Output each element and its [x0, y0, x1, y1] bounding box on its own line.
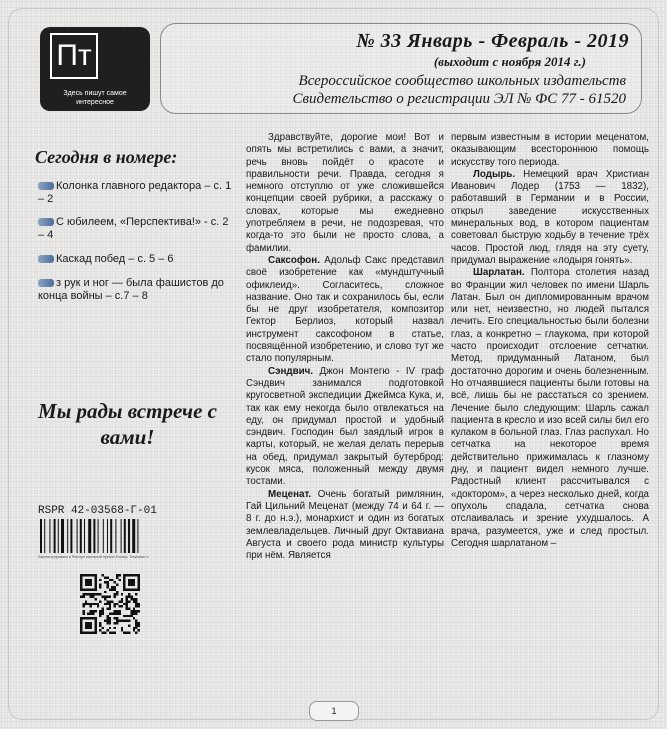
article-paragraph: Саксофон. Адольф Сакс представил своё изобретение как «мундштучный офиклеид». Согласитесь, сложное название. Оно так и сохранилось бы, если бы не друг изобретателя, композитор Гектор Берлиоз, который назвал инструмент саксофоном в статье, посвящённой изобретению, и слово тут же стало популярным. [246, 254, 444, 365]
newspaper-logo [40, 27, 150, 111]
registration-line: Свидетельство о регистрации ЭЛ № ФС 77 - 61520 [292, 91, 626, 107]
toc-item-label: Колонка главного редактора – с. 1 – 2 [38, 180, 232, 205]
barcode-label: RSPR 42-03568-Г-01 [38, 505, 157, 517]
logo-tagline: Здесь пишут самое интересное [63, 90, 127, 106]
toc-title: Сегодня в номере: [35, 147, 178, 167]
pencil-icon [38, 279, 54, 287]
article-paragraph: Здравствуйте, дорогие мои! Вот и опять мы встретились с вами, а значит, речь вновь пойдёт о красоте и правильности речи. Правда, сегодня я немного отступлю от уже сложившейся концепции своей рубрики, а расскажу о словах, которые мы ежедневно употребляем в речи, не подозревая, что когда-то это были не просто слова, а фамилии. [246, 132, 444, 254]
article-column-left [246, 132, 444, 562]
issue-title: № 33 Январь - Февраль - 2019 [356, 30, 629, 52]
society-line: Всероссийское сообщество школьных издательств [298, 73, 626, 89]
toc-item-label: С юбилеем, «Перспектива!» - с. 2 – 4 [38, 216, 229, 241]
article-paragraph: Лодырь. Немецкий врач Христиан Иванович Лодер (1753 — 1832), работавший в Германии и в России, открыл заведение искусственных минеральных вод, в котором пациентам советовал быструю ходьбу в течение трёх часов. Простой люд, глядя на эту суету, придумал выражение «лодыря гонять». [451, 168, 649, 266]
article-paragraph: Меценат. Очень богатый римлянин, Гай Цильний Меценат (между 74 и 64 г. — 8 г. до н.э.), монархист и один из богатых землевладельцев. Личный друг Октавиана Августа и своего рода министр культуры при нём. Является [246, 488, 444, 562]
article-paragraph: Сэндвич. Джон Монтегю - IV граф Сэндвич занимался подготовкой кругосветной экспедиции Джеймса Кука, и, так как ему некогда было отвлекаться на еду, он придумал простой и удобный сэндвич. Господин был заядлый игрок в карты, который, не желая делать перерыв на обед, придумал закрытый бутерброд: кусок мяса, положенный между двумя тостами. [246, 365, 444, 488]
issue-since: (выходит с ноября 2014 г.) [433, 54, 586, 69]
pencil-icon [38, 255, 54, 263]
masthead-box [160, 23, 642, 114]
toc-item-label: Каскад побед – с. 5 – 6 [56, 253, 174, 265]
article-column-right [451, 132, 649, 550]
toc-item-label: з рук и ног — была фашистов до конца войны – с.7 – 8 [38, 277, 224, 302]
article-paragraph: первым известным в истории меценатом, оказывающим всестороннюю помощь искусству того периода. [451, 132, 649, 168]
toc-item[interactable] [38, 277, 233, 303]
barcode-fine-print: Зарегистрировано в Реестре школьной прессы России. Тематика: п [38, 555, 149, 559]
article-paragraph: Шарлатан. Полтора столетия назад во Франции жил человек по имени Шарль Латан. Был он дипломированным врачом или нет, неизвестно, но людей пытался лечить. Его специальностью были болезни глаз, а конкретно – глаукома, при которой часто происходит отслоение сетчатки. Метод, придуманный Латаном, был достаточно дорогим и очень болезненным. Но отчаявшиеся пациенты были готовы на всё, лишь бы не расстаться со зрением. Лечение было следующим: Шарль сажал пациента в кресло и изо всей силы бил его кулаком в больной глаз. Глаз распухал. Но сетчатка на некоторое время действительно прижималась к глазному дну, и пациент видел немного лучше. Радостный клиент рассчитывался с «доктором», а через несколько дней, когда опухоль спадала, сетчатка снова отслаивалась и зрение ухудшалось. А врача, разумеется, уже и след простыл. Сегодня шарлатаном – [451, 267, 649, 549]
page-number: 1 [309, 701, 359, 721]
welcome-message: Мы рады встрече с вами! [38, 399, 217, 449]
qr-code-icon [80, 574, 140, 634]
toc-item[interactable] [38, 253, 233, 266]
pencil-icon [38, 218, 54, 226]
pencil-icon [38, 182, 54, 190]
barcode-image [38, 519, 163, 553]
logo-letters: Пт [50, 33, 98, 79]
toc-item[interactable] [38, 180, 233, 206]
toc-item[interactable] [38, 216, 233, 242]
